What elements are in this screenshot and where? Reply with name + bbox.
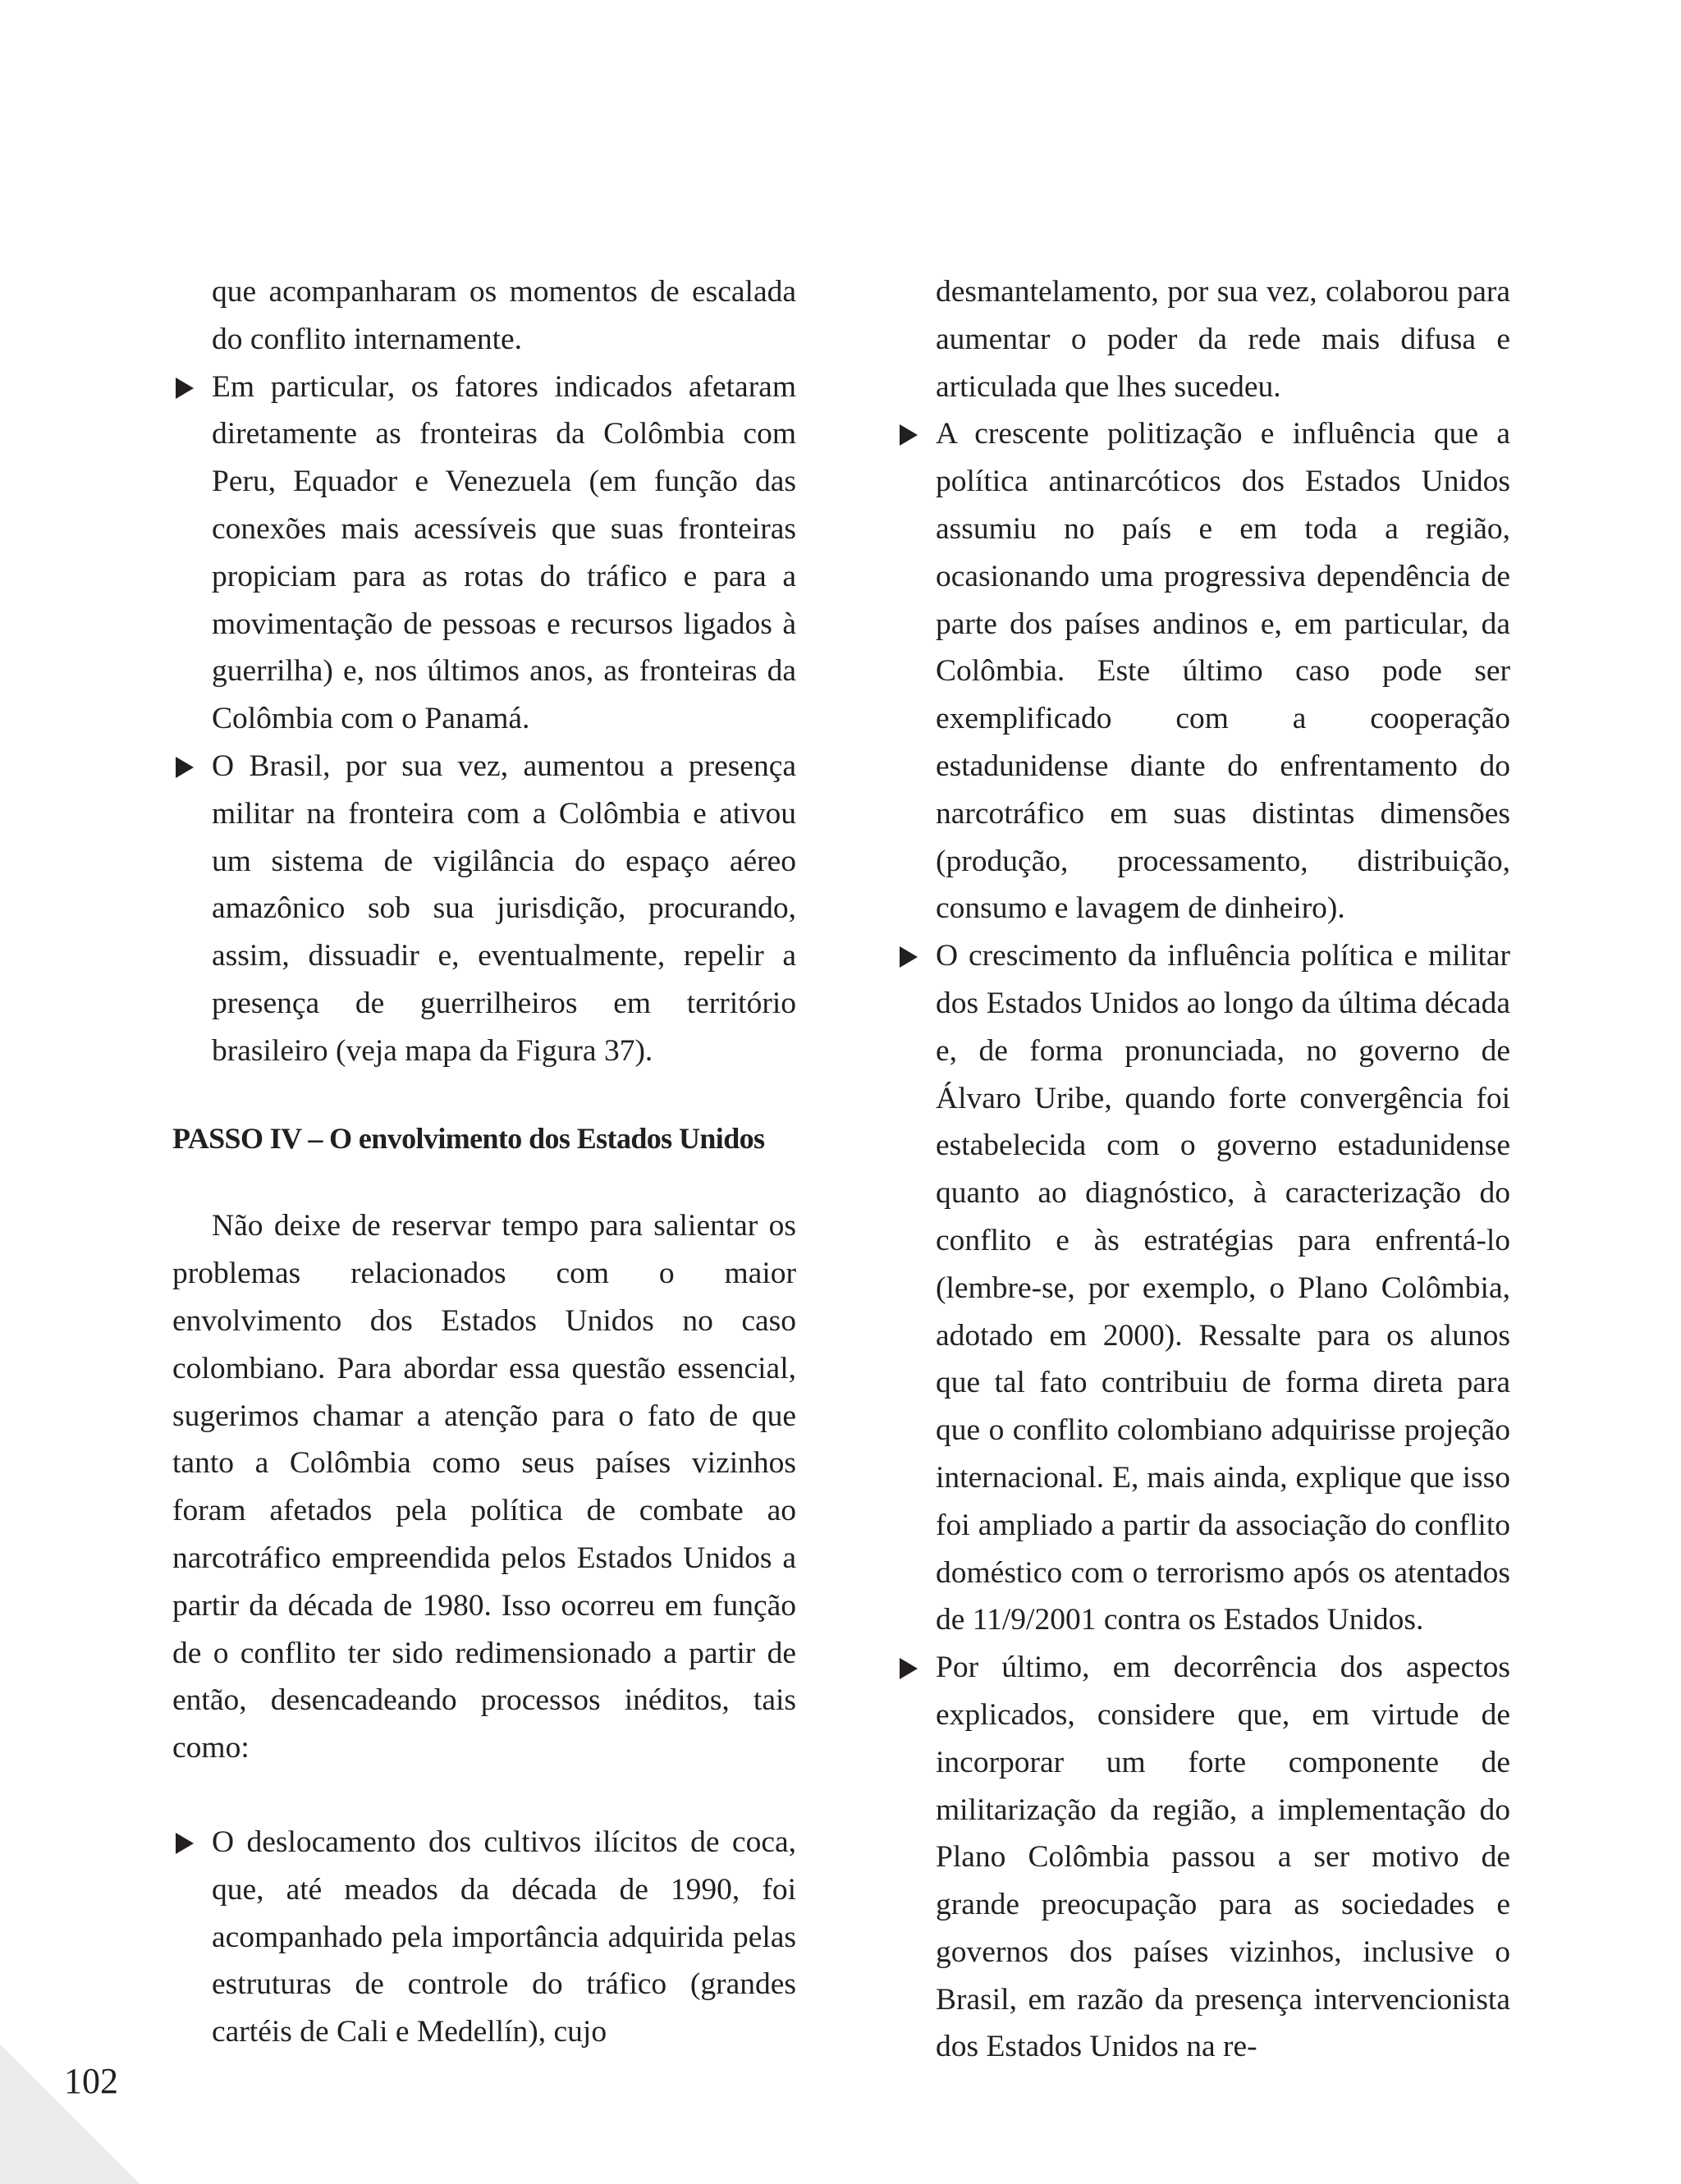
page-margin	[0, 0, 172, 2184]
bullet-text: Por último, em decorrência dos aspectos explicados, considere que, em virtude de incorporar um forte componente de militarização da região, a implementação do Plano Colômbia passou a ser motivo de grande preocupação para as sociedades e governos dos países vizinhos, inclusive o Brasil, em razão da presença intervencionista dos Estados Unidos na re-	[936, 1651, 1510, 2064]
bullet-text: A crescente politização e influência que a política antinarcóticos dos Estados Unidos assumiu no país e em toda a região, ocasionando uma progressiva dependência de parte dos países andinos e, em particular, da Colômbia. Este último caso pode ser exemplificado com a cooperação estadunidense diante do enfrentamento do narcotráfico em suas distintas dimensões (produção, processamento, distribuição, consumo e lavagem de dinheiro).	[936, 417, 1510, 926]
left-column	[172, 268, 796, 2056]
bullet-text: O deslocamento dos cultivos ilícitos de coca, que, até meados da década de 1990, foi acompanhado pela importância adquirida pelas estruturas de controle do tráfico (grandes cartéis de Cali e Medellín), cujo	[212, 1825, 796, 2049]
bullet-triangle-icon	[176, 378, 194, 399]
bullet-text: O crescimento da influência política e militar dos Estados Unidos ao longo da última década e, de forma pronunciada, no governo de Álvaro Uribe, quando forte convergência foi estabelecida com o governo estadunidense quanto ao diagnóstico, à caracterização do conflito e às estratégias para enfrentá-lo (lembre-se, por exemplo, o Plano Colômbia, adotado em 2000). Ressalte para os alunos que tal fato contribuiu de forma direta para que o conflito colombiano adquirisse projeção internacional. E, mais ainda, explique que isso foi ampliado a partir da associação do conflito doméstico com o terrorismo após os atentados de 11/9/2001 contra os Estados Unidos.	[936, 939, 1510, 1637]
section-heading: PASSO IV – O envolvimento dos Estados Unidos	[172, 1121, 765, 1155]
bullet-triangle-icon	[176, 1833, 194, 1854]
right-column	[896, 268, 1510, 2071]
bullet-item	[896, 1644, 1510, 2071]
bullet-item	[172, 364, 796, 743]
bullet-text: O Brasil, por sua vez, aumentou a presença militar na fronteira com a Colômbia e ativou um sistema de vigilância do espaço aéreo amazônico sob sua jurisdição, procurando, assim, dissuadir e, eventualmente, repelir a presença de guerrilheiros em território brasileiro (veja mapa da Figura 37).	[212, 749, 796, 1068]
continuation-text: desmantelamento, por sua vez, colaborou para aumentar o poder da rede mais difusa e articulada que lhes sucedeu.	[936, 275, 1510, 404]
bullet-triangle-icon	[900, 946, 918, 968]
bullet-item	[896, 932, 1510, 1644]
bullet-triangle-icon	[900, 1658, 918, 1679]
continuation-text: que acompanharam os momentos de escalada do conflito internamente.	[212, 275, 796, 356]
spacer	[172, 1772, 796, 1819]
page-number: 102	[64, 2061, 118, 2101]
bullet-item	[172, 1819, 796, 2056]
bullet-triangle-icon	[900, 424, 918, 446]
bullet-triangle-icon	[176, 757, 194, 778]
bullet-item	[172, 743, 796, 1075]
bullet-item	[896, 410, 1510, 932]
body-paragraph: Não deixe de reservar tempo para salientar os problemas relacionados com o maior envolvimento dos Estados Unidos no caso colombiano. Para abordar essa questão essencial, sugerimos chamar a atenção para o fato de que tanto a Colômbia como seus países vizinhos foram afetados pela política de combate ao narcotráfico empreendida pelos Estados Unidos a partir da década de 1980. Isso ocorreu em função de o conflito ter sido redimensionado a partir de então, desencadeando processos inéditos, tais como:	[172, 1209, 796, 1765]
bullet-text: Em particular, os fatores indicados afetaram diretamente as fronteiras da Colômbia com Peru, Equador e Venezuela (em função das conexões mais acessíveis que suas fronteiras propiciam para as rotas do tráfico e para a movimentação de pessoas e recursos ligados à guerrilha) e, nos últimos anos, as fronteiras da Colômbia com o Panamá.	[212, 369, 796, 736]
